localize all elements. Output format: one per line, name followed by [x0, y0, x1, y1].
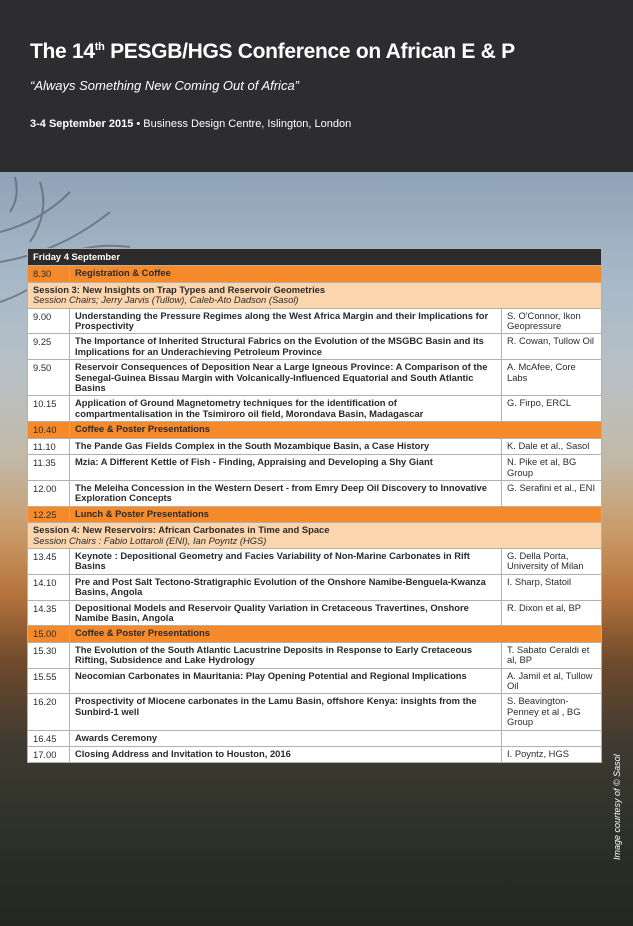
speaker-cell: N. Pike et al, BG Group: [502, 455, 602, 481]
talk-row: [28, 438, 602, 454]
talk-title: Pre and Post Salt Tectono-Stratigraphic Evolution of the Onshore Namibe-Benguela-Kwanza Basins, Angola: [70, 574, 502, 600]
speaker-cell: R. Cowan, Tullow Oil: [502, 334, 602, 360]
conference-title: The 14th PESGB/HGS Conference on African E & P: [30, 40, 515, 63]
break-title: Coffee & Poster Presentations: [70, 626, 602, 642]
time-cell: 10.15: [28, 396, 70, 422]
session-row: [28, 282, 602, 308]
talk-title: Understanding the Pressure Regimes along the West Africa Margin and their Implications for Prospectivity: [70, 308, 502, 334]
talk-row: [28, 360, 602, 396]
talk-title: The Importance of Inherited Structural Fabrics on the Evolution of the MSGBC Basin and its Implications for an Underachieving Petroleum Province: [70, 334, 502, 360]
talk-row: [28, 747, 602, 763]
talk-row: [28, 668, 602, 694]
time-cell: 12.25: [28, 506, 70, 522]
break-title: Registration & Coffee: [70, 266, 602, 282]
conference-tagline: “Always Something New Coming Out of Africa”: [30, 78, 300, 93]
conference-venue: • Business Design Centre, Islington, London: [133, 118, 352, 130]
break-title: Lunch & Poster Presentations: [70, 506, 602, 522]
talk-title: Keynote : Depositional Geometry and Facies Variability of Non-Marine Carbonates in Rift Basins: [70, 548, 502, 574]
break-row: [28, 626, 602, 642]
session-chairs: Session Chairs : Fabio Lottaroli (ENI), Ian Poyntz (HGS): [33, 534, 267, 546]
talk-row: [28, 548, 602, 574]
talk-row: [28, 642, 602, 668]
speaker-cell: I. Sharp, Statoil: [502, 574, 602, 600]
time-cell: 16.20: [28, 694, 70, 730]
time-cell: 15.55: [28, 668, 70, 694]
speaker-cell: K. Dale et al., Sasol: [502, 438, 602, 454]
talk-row: [28, 600, 602, 626]
schedule-table: [27, 248, 602, 763]
speaker-cell: A. McAfee, Core Labs: [502, 360, 602, 396]
speaker-cell: G. Serafini et al., ENI: [502, 480, 602, 506]
time-cell: 9.50: [28, 360, 70, 396]
time-cell: 15.30: [28, 642, 70, 668]
time-cell: 13.45: [28, 548, 70, 574]
break-row: [28, 506, 602, 522]
time-cell: 11.35: [28, 455, 70, 481]
time-cell: 10.40: [28, 422, 70, 438]
talk-title: Closing Address and Invitation to Houston, 2016: [70, 747, 502, 763]
conference-dates: 3-4 September 2015: [30, 118, 134, 130]
day-header: Friday 4 September: [28, 249, 602, 266]
image-credit: Image courtesy of © Sasol: [612, 754, 622, 860]
break-row: [28, 266, 602, 282]
time-cell: 11.10: [28, 438, 70, 454]
talk-title: The Pande Gas Fields Complex in the South Mozambique Basin, a Case History: [70, 438, 502, 454]
time-cell: 15.00: [28, 626, 70, 642]
break-row: [28, 422, 602, 438]
talk-row: [28, 694, 602, 730]
talk-row: [28, 574, 602, 600]
talk-title: The Evolution of the South Atlantic Lacustrine Deposits in Response to Early Cretaceous Rifting, Subsidence and Lake Hydrology: [70, 642, 502, 668]
time-cell: 8.30: [28, 266, 70, 282]
session-title: Session 4: New Reservoirs: African Carbonates in Time and Space: [33, 524, 330, 536]
time-cell: 16.45: [28, 730, 70, 746]
session-title: Session 3: New Insights on Trap Types and Reservoir Geometries: [33, 283, 326, 295]
session-cell: [28, 523, 602, 549]
talk-title: Depositional Models and Reservoir Quality Variation in Cretaceous Travertines, Onshore Namibe Basin, Angola: [70, 600, 502, 626]
speaker-cell: G. Della Porta, University of Milan: [502, 548, 602, 574]
talk-row: [28, 480, 602, 506]
speaker-cell: S. O'Connor, Ikon Geopressure: [502, 308, 602, 334]
talk-row: [28, 455, 602, 481]
talk-title: Awards Ceremony: [70, 730, 502, 746]
speaker-cell: T. Sabato Ceraldi et al, BP: [502, 642, 602, 668]
time-cell: 17.00: [28, 747, 70, 763]
speaker-cell: [502, 730, 602, 746]
speaker-cell: G. Firpo, ERCL: [502, 396, 602, 422]
day-header-row: [28, 249, 602, 266]
talk-title: Reservoir Consequences of Deposition Near a Large Igneous Province: A Comparison of the Senegal-Guinea Bissau Margin with Volcanically-Influenced Equatorial and South Atlantic Basins: [70, 360, 502, 396]
speaker-cell: A. Jamil et al, Tullow Oil: [502, 668, 602, 694]
time-cell: 14.10: [28, 574, 70, 600]
speaker-cell: I. Poyntz, HGS: [502, 747, 602, 763]
session-row: [28, 523, 602, 549]
talk-title: Application of Ground Magnetometry techniques for the identification of compartmentalisation in the Tsimiroro oil field, Morondava Basin, Madagascar: [70, 396, 502, 422]
break-title: Coffee & Poster Presentations: [70, 422, 602, 438]
talk-row: [28, 334, 602, 360]
talk-row: [28, 396, 602, 422]
time-cell: 9.25: [28, 334, 70, 360]
talk-title: Neocomian Carbonates in Mauritania: Play Opening Potential and Regional Implications: [70, 668, 502, 694]
talk-title: The Meleiha Concession in the Western Desert - from Emry Deep Oil Discovery to Innovative Exploration Concepts: [70, 480, 502, 506]
talk-row: [28, 308, 602, 334]
talk-title: Prospectivity of Miocene carbonates in the Lamu Basin, offshore Kenya: insights from the Sunbird-1 well: [70, 694, 502, 730]
speaker-cell: S. Beavington-Penney et al , BG Group: [502, 694, 602, 730]
conference-header: [0, 0, 633, 172]
time-cell: 14.35: [28, 600, 70, 626]
speaker-cell: R. Dixon et al, BP: [502, 600, 602, 626]
talk-row: [28, 730, 602, 746]
time-cell: 12.00: [28, 480, 70, 506]
session-cell: [28, 282, 602, 308]
time-cell: 9.00: [28, 308, 70, 334]
session-chairs: Session Chairs; Jerry Jarvis (Tullow), Caleb-Ato Dadson (Sasol): [33, 294, 299, 306]
conference-dateline: [30, 118, 351, 130]
talk-title: Mzia: A Different Kettle of Fish - Finding, Appraising and Developing a Shy Giant: [70, 455, 502, 481]
